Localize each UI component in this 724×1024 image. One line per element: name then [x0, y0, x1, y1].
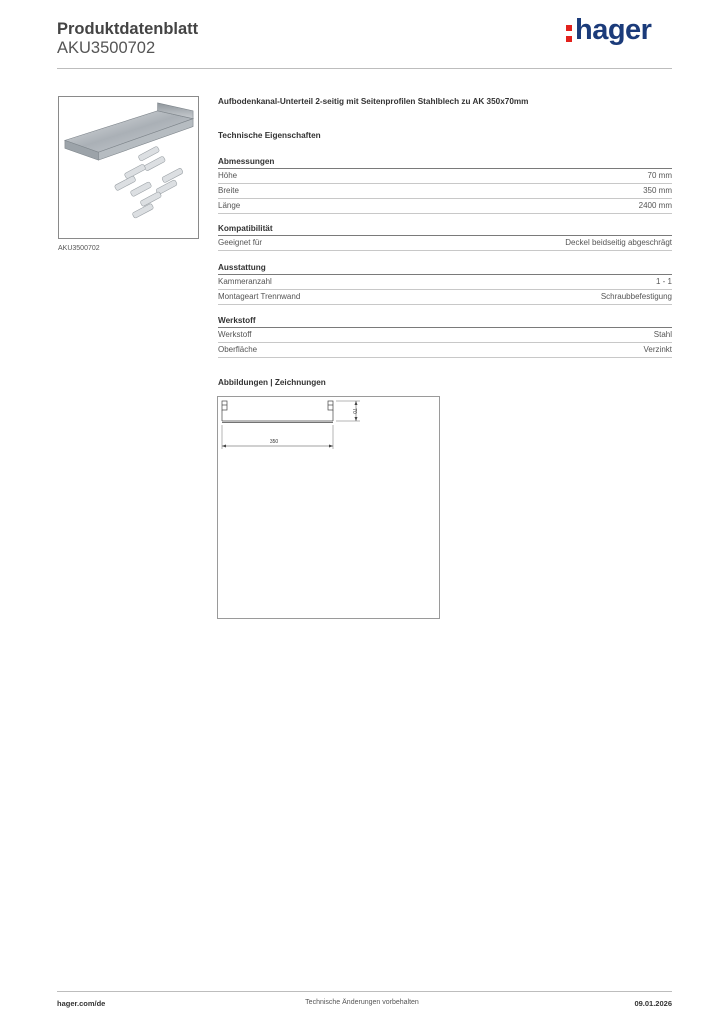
table-row — [218, 343, 672, 358]
technical-drawing — [217, 396, 440, 619]
table-row — [218, 328, 672, 343]
footer-disclaimer: Technische Änderungen vorbehalten — [305, 999, 419, 1006]
section-material — [218, 314, 672, 358]
row-label: Länge — [218, 201, 241, 210]
section-equipment — [218, 261, 672, 305]
table-row — [218, 169, 672, 184]
document-title: Produktdatenblatt — [57, 20, 199, 38]
height-dimension-label: 70 — [351, 408, 357, 414]
row-value: 2400 mm — [638, 201, 672, 210]
section-title: Abmessungen — [218, 155, 672, 169]
row-value: 70 mm — [647, 171, 672, 180]
product-image — [58, 96, 199, 239]
header-divider — [57, 68, 672, 69]
row-label: Höhe — [218, 171, 238, 180]
cross-section-drawing-icon — [218, 397, 439, 618]
row-label: Montageart Trennwand — [218, 292, 301, 301]
section-title: Kompatibilität — [218, 222, 672, 236]
row-label: Breite — [218, 186, 239, 195]
logo-text: hager — [575, 14, 652, 46]
row-label: Werkstoff — [218, 330, 252, 339]
section-title: Werkstoff — [218, 314, 672, 328]
product-image-caption: AKU3500702 — [58, 245, 100, 252]
table-row — [218, 236, 672, 251]
row-label: Geeignet für — [218, 238, 263, 247]
table-row — [218, 275, 672, 290]
logo-dots-icon — [566, 25, 572, 42]
row-value: Verzinkt — [643, 345, 672, 354]
table-row — [218, 290, 672, 305]
row-value: Stahl — [653, 330, 672, 339]
row-value: 1 - 1 — [655, 277, 672, 286]
hager-logo — [566, 13, 651, 53]
product-description: Aufbodenkanal-Unterteil 2-seitig mit Seitenprofilen Stahlblech zu AK 350x70mm — [218, 97, 529, 106]
table-row — [218, 184, 672, 199]
footer-divider — [57, 991, 672, 992]
section-dimensions — [218, 155, 672, 214]
cable-duct-illustration-icon — [59, 97, 198, 238]
technical-properties-heading: Technische Eigenschaften — [218, 131, 321, 140]
row-label: Kammeranzahl — [218, 277, 272, 286]
row-label: Oberfläche — [218, 345, 258, 354]
section-compatibility — [218, 222, 672, 251]
section-title: Ausstattung — [218, 261, 672, 275]
row-value: Schraubbefestigung — [600, 292, 672, 301]
table-row — [218, 199, 672, 214]
row-value: Deckel beidseitig abgeschrägt — [565, 238, 672, 247]
footer-website: hager.com/de — [57, 999, 106, 1008]
row-value: 350 mm — [643, 186, 672, 195]
width-dimension-label: 350 — [269, 439, 279, 445]
footer-date: 09.01.2026 — [634, 999, 672, 1008]
article-number: AKU3500702 — [57, 39, 156, 57]
drawings-heading: Abbildungen | Zeichnungen — [218, 378, 326, 387]
